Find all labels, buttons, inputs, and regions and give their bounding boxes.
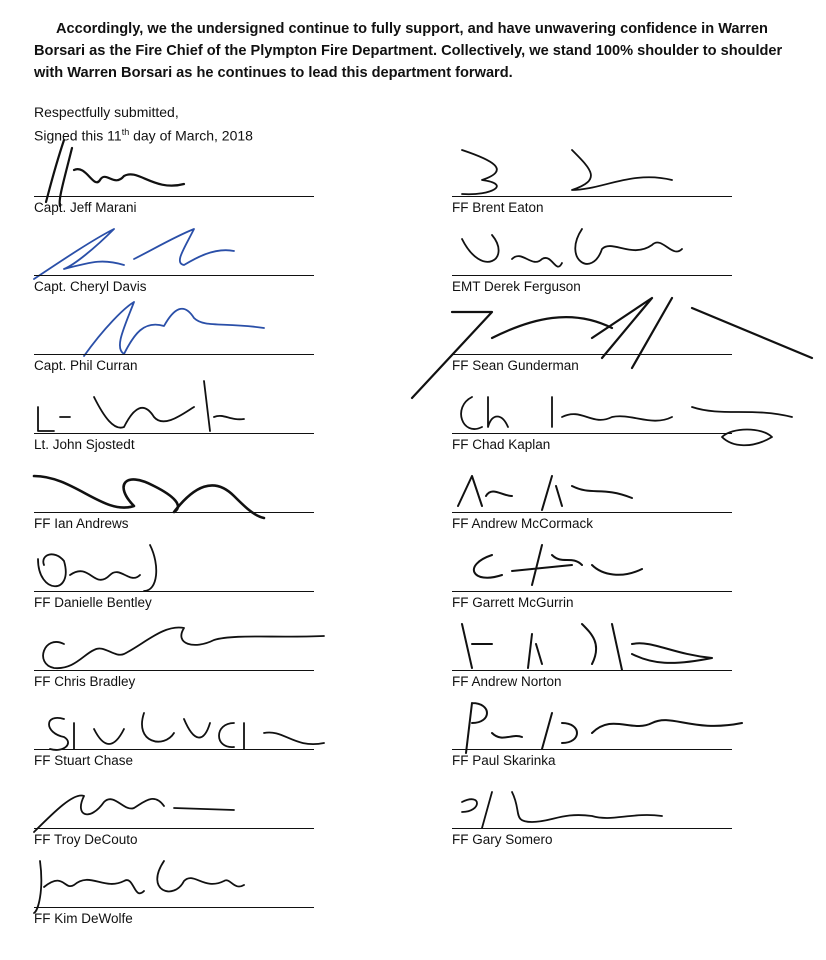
signature-block-10 — [34, 851, 314, 929]
signer-name: FF Garrett McGurrin — [452, 595, 574, 610]
signature-block-6 — [34, 535, 314, 613]
statement-text: Accordingly, we the undersigned continue to fully support, and have unwavering confidence in Warren Borsari as the Fire Chief of the Plympton Fire Department. Collectively, we stand 100% shoulder to shoulder with Warren Borsari as he continues to lead this department forward. — [34, 21, 783, 81]
signature-block-2 — [34, 219, 314, 297]
signer-name: FF Chris Bradley — [34, 674, 136, 689]
signature-line — [452, 275, 732, 276]
signer-name: FF Gary Somero — [452, 832, 553, 847]
signature-block-11 — [452, 140, 732, 218]
signer-name: Capt. Cheryl Davis — [34, 279, 147, 294]
signature-line — [452, 354, 732, 355]
signature-line — [34, 433, 314, 434]
signature-block-16 — [452, 535, 732, 613]
signature-line — [34, 275, 314, 276]
signature-block-19 — [452, 772, 732, 850]
signature-line — [452, 591, 732, 592]
signer-name: FF Danielle Bentley — [34, 595, 152, 610]
statement-paragraph — [34, 18, 804, 84]
signature-line — [34, 828, 314, 829]
signature-block-18 — [452, 693, 732, 771]
signer-name: FF Stuart Chase — [34, 753, 134, 768]
signer-name: FF Paul Skarinka — [452, 753, 556, 768]
signature-line — [452, 828, 732, 829]
signer-name: Capt. Phil Curran — [34, 358, 138, 373]
signature-block-5 — [34, 456, 314, 534]
signature-line — [452, 512, 732, 513]
signature-line — [34, 670, 314, 671]
signature-block-17 — [452, 614, 732, 692]
signed-date: Signed this 11th day of March, 2018 — [34, 127, 253, 144]
signer-name: FF Brent Eaton — [452, 200, 544, 215]
signature-line — [34, 354, 314, 355]
signature-line — [34, 512, 314, 513]
signature-block-12 — [452, 219, 732, 297]
signer-name: FF Andrew McCormack — [452, 516, 594, 531]
signature-line — [452, 196, 732, 197]
signature-block-15 — [452, 456, 732, 534]
signer-name: FF Troy DeCouto — [34, 832, 138, 847]
signature-line — [34, 749, 314, 750]
signer-name: FF Sean Gunderman — [452, 358, 579, 373]
signer-name: EMT Derek Ferguson — [452, 279, 581, 294]
signature-line — [34, 907, 314, 908]
signature-block-7 — [34, 614, 314, 692]
signature-block-9 — [34, 772, 314, 850]
signature-block-14 — [452, 377, 732, 455]
signature-block-13 — [452, 298, 732, 376]
signature-block-8 — [34, 693, 314, 771]
signature-line — [452, 670, 732, 671]
signer-name: FF Chad Kaplan — [452, 437, 551, 452]
signer-name: Lt. John Sjostedt — [34, 437, 135, 452]
signature-block-1 — [34, 140, 314, 218]
signer-name: Capt. Jeff Marani — [34, 200, 137, 215]
signer-name: FF Ian Andrews — [34, 516, 129, 531]
signature-line — [452, 749, 732, 750]
signature-line — [452, 433, 732, 434]
signer-name: FF Andrew Norton — [452, 674, 562, 689]
signature-block-4 — [34, 377, 314, 455]
signer-name: FF Kim DeWolfe — [34, 911, 133, 926]
respectfully-submitted: Respectfully submitted, — [34, 104, 179, 120]
signature-line — [34, 196, 314, 197]
signature-line — [34, 591, 314, 592]
signature-block-3 — [34, 298, 314, 376]
